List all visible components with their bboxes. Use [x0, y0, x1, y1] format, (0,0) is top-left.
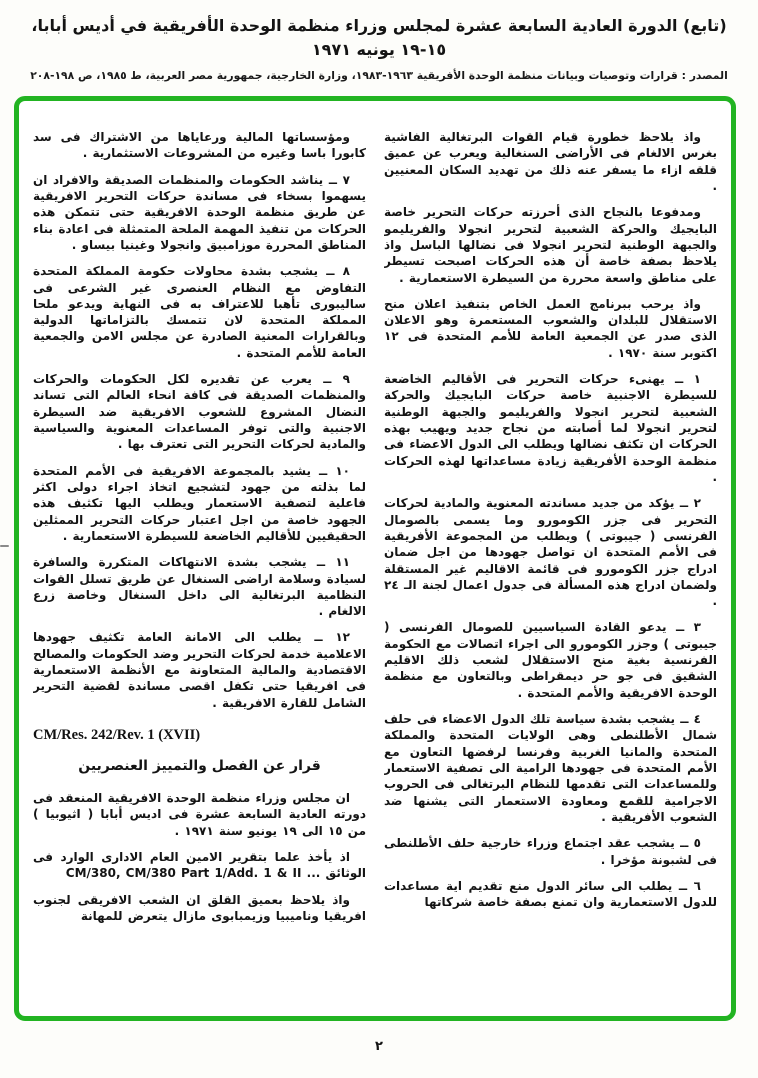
paragraph: واذ يلاحظ خطورة قيام القوات البرتغالية الفاشية بغرس الالغام فى الأراضى السنغالية ويعرب عن عميق قلقه ازاء ما يسفر عنه ذلك من تهديد السكان المعنيين .: [384, 130, 717, 193]
resolution-item-5: ٥ ــ يشجب عقد اجتماع وزراء خارجية حلف الأطلنطى فى لشبونة مؤخرا .: [384, 836, 717, 867]
resolution-item-7: ٧ ــ يناشد الحكومات والمنظمات الصديقة والافراد ان يسهموا بسخاء فى مساندة حركات التحرير الافريقية عن طريق منظمة الوحدة الافريقية حتى تتمكن هذه الحركات من تنفيذ المهمة الملحة المتمثلة فى اعادة بناء المناطق المحررة موزامبيق وانجولا وغينيا بيساو .: [33, 172, 366, 252]
resolution-item-1: ١ ــ يهنىء حركات التحرير فى الأقاليم الخاضعة للسيطرة الاجنبية خاصة حركات البايجيك والحركة الشعبية لتحرير انجولا والفريليمو والجبهة الوطنية لتحرير انجولا لما أصابته من نجاح جديد ويهيب بهذه الحركات ان تكثف نضالها ويطلب الى الدول الاعضاء فى منظمة الوحدة الأفريقية زيادة مساعداتها لهذه الحركات .: [384, 372, 717, 484]
scan-edge-artifact: [0, 545, 9, 547]
resolution-item-11: ١١ ــ يشجب بشدة الانتهاكات المتكررة والسافرة لسيادة وسلامة اراضى السنغال عن طريق تسلل القوات النظامية البرتغالية الى داخل السنغال وخاصة زرع الالغام .: [33, 555, 366, 619]
paragraph: واذ يرحب ببرنامج العمل الخاص بتنفيذ اعلان منح الاستقلال للبلدان والشعوب المستعمرة وهو الاعلان الذى صدر عن الجمعية العامة للأمم المتحدة فى ١٢ اكتوبر سنة ١٩٧٠ .: [384, 296, 717, 360]
resolution-item-8: ٨ ــ يشجب بشدة محاولات حكومة المملكة المتحدة التفاوض مع النظام العنصرى غير الشرعى فى ساليبورى تأهبا للاعتراف به فى النهاية ويدعو ملحا المملكة المتحدة لان تتمسك بالتزاماتها الدولية وبالقرارات المعنية الصادرة عن مجلس الامن والجمعية العامة للأمم المتحدة .: [33, 264, 366, 360]
resolution-item-2: ٢ ــ يؤكد من جديد مساندته المعنوية والمادية لحركات التحرير فى جزر الكومورو وما يسمى بالصومال الفرنسى ( جيبوتى ) ويطلب من المجموعة الأفريقية فى الأمم المتحدة ان تواصل جهودها من اجل ضمان ادراج جزر الكومورو فى قائمة الاقاليم غير المستقلة ولضمان ادراج هذه المسألة فى جدول اعمال لجنة الـ ٢٤ .: [384, 496, 717, 609]
document-header: [30, 14, 728, 82]
two-column-body: [19, 101, 731, 1016]
resolution-item-12: ١٢ ــ يطلب الى الامانة العامة تكثيف جهودها الاعلامية خدمة لحركات التحرير وضد الحكومات والمصالح الاقتصادية والمالية المتعاونة مع الأنظمة الاستعمارية فى افريقيا حتى تكفل اقصى مساندة لقضية التحرير الشامل للقارة الافريقية .: [33, 630, 366, 710]
paragraph: واذ يلاحظ بعميق القلق ان الشعب الافريقى لجنوب افريقيا وناميبيا وزيمبابوى مازال يتعرض للمهانة: [33, 892, 366, 923]
section-heading: قرار عن الفصل والتمييز العنصريين: [78, 758, 321, 774]
paragraph: ومؤسساتها المالية ورعاياها من الاشتراك فى سد كابورا باسا وغيره من المشروعات الاستثمارية .: [33, 130, 366, 161]
page-number: ٢: [375, 1039, 383, 1054]
source-citation: المصدر : قرارات وتوصيات وبيانات منظمة الوحدة الأفريقية ١٩٦٣-١٩٨٣، وزارة الخارجية، جمهورية مصر العربية، ط ١٩٨٥، ص ١٩٨-٢٠٨: [30, 69, 728, 82]
left-column: [33, 129, 366, 1008]
paragraph: ان مجلس وزراء منظمة الوحدة الافريقية المنعقد فى دورته العادية السابعة عشرة فى اديس أبابا ( اثيوبيا ) من ١٥ الى ١٩ يونيو سنة ١٩٧١ .: [33, 791, 366, 838]
resolution-item-3: ٣ ــ يدعو القادة السياسيين للصومال الفرنسى ( جيبوتى ) وجزر الكومورو الى اجراء اتصالات مع الحكومة الفرنسية بغية منح الاستقلال لشعب ذلك الاقليم الشقيق فى جو حر ديمقراطى وبالتعاون مع منظمة الوحدة الافريقية والأمم المتحدة .: [384, 620, 717, 700]
green-border-frame: [14, 96, 736, 1021]
resolution-item-4: ٤ ــ يشجب بشدة سياسة تلك الدول الاعضاء فى حلف شمال الأطلنطى وهى الولايات المتحدة والمملكة المتحدة والمانيا الغربية وفرنسا لرفضها التعاون مع الأمم المتحدة فى جهودها الرامية الى تصفية الاستعمار وللمساعدات التى تقدمها للنظام البرتغالى فى الحروب الاجرامية للقمع ومعاودة الاستعمار التى يشنها ضد الشعوب الأفريقية .: [384, 712, 717, 824]
resolution-item-10: ١٠ ــ يشيد بالمجموعة الافريقية فى الأمم المتحدة لما بذلته من جهود لتشجيع اتخاذ اجراء دولى اكثر فاعلية لتصفية الاستعمار ويطلب اليها تكثيف هذه الجهود خاصة من اجل اعتبار حركات التحرير الممثلين الحقيقيين للأقاليم الخاضعة للسيطرة الاستعمارية .: [33, 463, 366, 543]
paragraph-with-doc-refs: اذ يأخذ علما بتقرير الامين العام الادارى الوارد فى الوثائق ... CM/380, CM/380 Part 1/Add. 1 & II: [33, 849, 366, 881]
resolution-item-6: ٦ ــ يطلب الى سائر الدول منع تقديم اية مساعدات للدول الاستعمارية وان تمنع بصفة خاصة شركاتها: [384, 878, 717, 910]
session-title: (تابع) الدورة العادية السابعة عشرة لمجلس وزراء منظمة الوحدة الأفريقية في أديس أبابا، ١٥-١٩ يونيه ١٩٧١: [31, 16, 727, 59]
paragraph: ومدفوعا بالنجاح الذى أحرزته حركات التحرير خاصة البايجيك والحركة الشعبية لتحرير انجولا والفريليمو والجبهة الوطنية لتحرير انجولا فى نضالها الباسل واذ يلاحظ بصفة خاصة أن هذه الحركات اصبحت تسيطر على مناطق واسعة محررة من السيطرة الاستعمارية .: [384, 205, 717, 285]
resolution-item-9: ٩ ــ يعرب عن تقديره لكل الحكومات والحركات والمنظمات الصديقة فى كافة انحاء العالم التى تساند النضال المشروع للشعوب الافريقية ضد السيطرة الاجنبية والتى توفر المساعدات المعنوية والسياسية والمادية لحركات التحرير التى تعترف بها .: [33, 372, 366, 452]
right-column: [384, 129, 717, 1008]
resolution-reference: CM/Res. 242/Rev. 1 (XVII): [33, 727, 201, 743]
